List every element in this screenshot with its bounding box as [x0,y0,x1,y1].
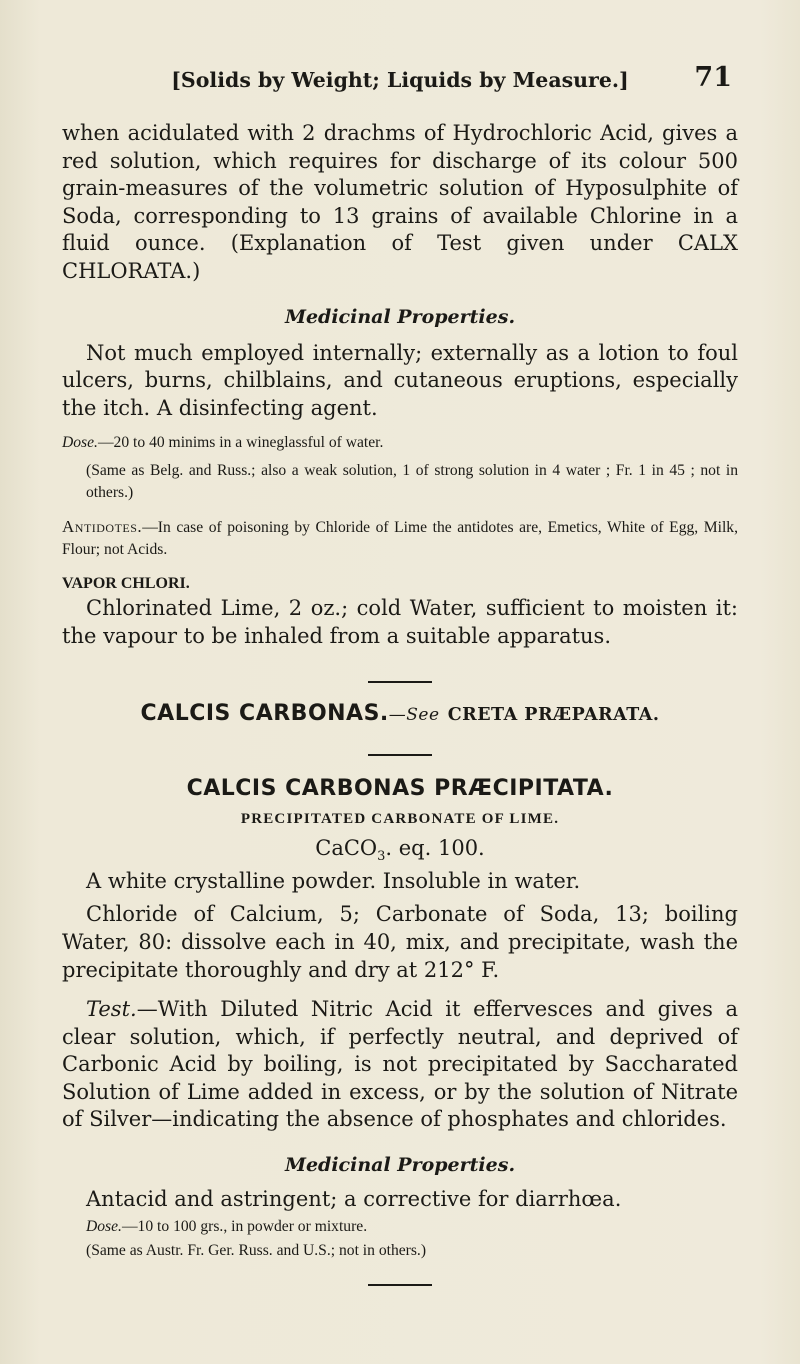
page-header [0,62,800,102]
calcis-praecipitata-subheading: PRECIPITATED CARBONATE OF LIME. [240,810,560,827]
medicinal-properties-text-2: Antacid and astringent; a corrective for diarrhœa. [86,1187,622,1212]
formula-main: CaCO [315,835,378,860]
test-paragraph [62,996,738,1134]
page-number: 71 [694,62,732,93]
calcis-praecipitata-heading: CALCIS CARBONAS PRÆCIPITATA. [186,775,614,801]
vapor-heading: VAPOR CHLORI. [62,575,190,593]
medicinal-properties-title-2: Medicinal Properties. [284,1154,516,1177]
antidotes-label: Antidotes. [62,517,143,537]
intro-paragraph: when acidulated with 2 drachms of Hydrochloric Acid, gives a red solution, which requires for discharge of its colour 500 grain-measures of the volumetric solution of Hyposulphite of Soda, corresponding to 13 grains of available Chlorine in a fluid ounce. (Explanation of Test given under CALX CHLORATA.) [62,121,738,283]
antidotes-line [62,516,738,561]
dose-text-2: —10 to 100 grs., in powder or mixture. [121,1217,368,1235]
dose-note-2: (Same as Austr. Fr. Ger. Russ. and U.S.; not in others.) [86,1241,427,1259]
dose-line [62,432,738,454]
see-label: —See [388,704,440,725]
dose-line-2 [62,1216,738,1238]
divider-rule [368,681,432,683]
page-content [62,120,738,1286]
divider-rule [368,1284,432,1286]
divider-rule [368,754,432,756]
calcis-carbonas-title: CALCIS CARBONAS. [140,700,389,726]
description-text: A white crystalline powder. Insoluble in water. [86,868,581,893]
medicinal-properties-text: Not much employed internally; externally as a lotion to foul ulcers, burns, chilblains, and cutaneous eruptions, especially the itch. A disinfecting agent. [62,340,738,420]
dose-text: —20 to 40 minims in a wineglassful of water. [97,434,384,452]
antidotes-text: —In case of poisoning by Chloride of Lime the antidotes are, Emetics, White of Egg, Milk, Flour; not Acids. [62,519,738,559]
dose-label-2: Dose. [86,1217,122,1235]
vapor-text: Chlorinated Lime, 2 oz.; cold Water, sufficient to moisten it: the vapour to be inhaled from a suitable apparatus. [62,596,738,648]
dose-note: (Same as Belg. and Russ.; also a weak solution, 1 of strong solution in 4 water ; Fr. 1 in 45 ; not in others.) [86,462,738,502]
dose-label: Dose. [62,434,98,452]
cross-reference: CRETA PRÆPARATA. [447,704,660,725]
running-head: [Solids by Weight; Liquids by Measure.] [171,68,629,92]
test-label: Test. [86,997,137,1022]
preparation-text: Chloride of Calcium, 5; Carbonate of Soda, 13; boiling Water, 80: dissolve each in 40, mix, and precipitate, wash the precipitate thoroughly and dry at 212° F. [62,902,738,982]
formula-equivalent: . eq. 100. [385,835,485,860]
chemical-formula [62,836,738,864]
formula-subscript: 3 [377,848,386,864]
medicinal-properties-title: Medicinal Properties. [284,305,516,328]
test-text: —With Diluted Nitric Acid it effervesces and gives a clear solution, which, if perfectly neutral, and deprived of Carbonic Acid by boiling, is not precipitated by Saccharated Solution of Lime added in excess, or by the solution of Nitrate of Silver—indicating the absence of phosphates and chlorides. [62,997,738,1132]
calcis-carbonas-heading [62,701,738,726]
